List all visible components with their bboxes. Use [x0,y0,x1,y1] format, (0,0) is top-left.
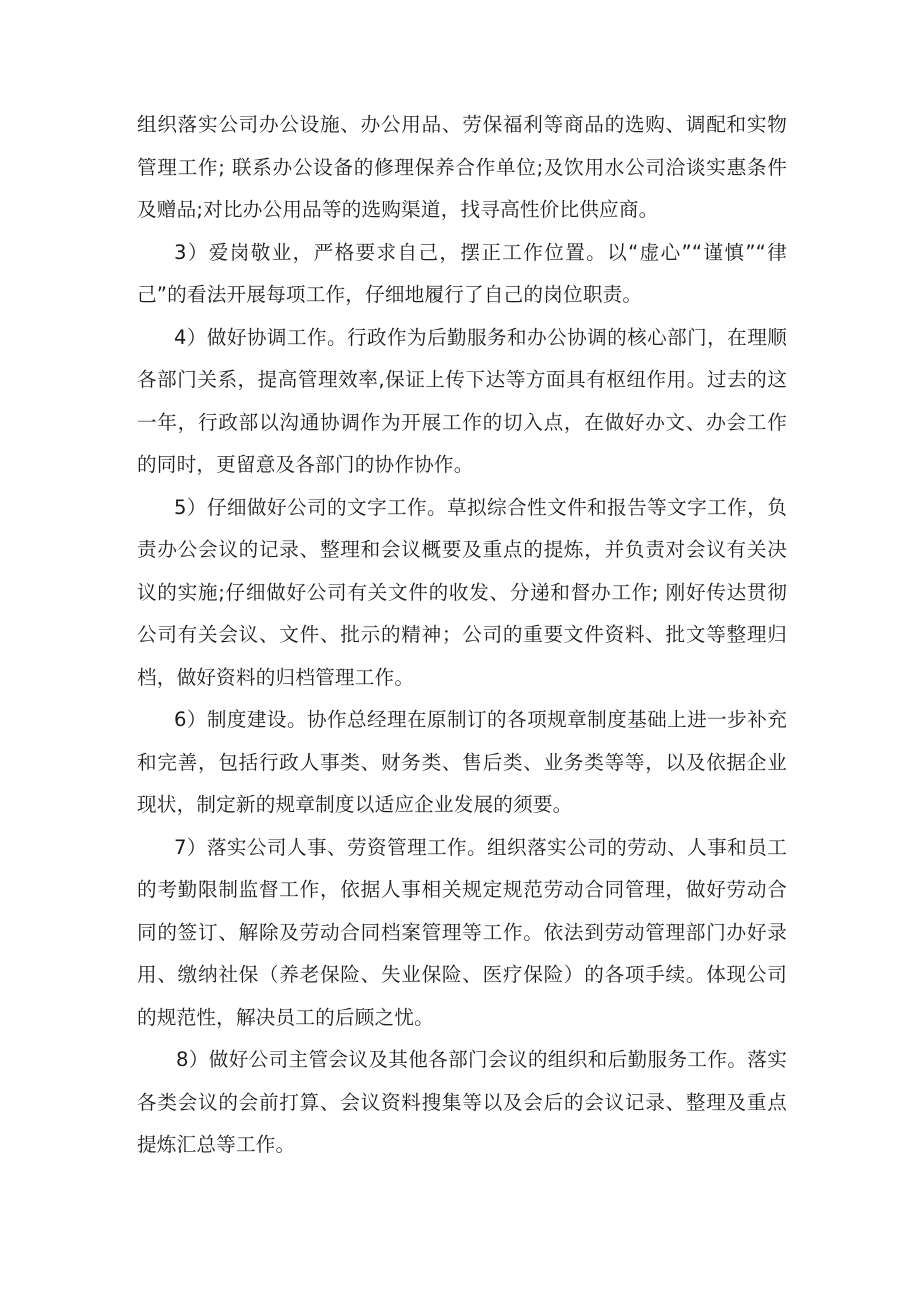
paragraph-item-6: 6）制度建设。协作总经理在原制订的各项规章制度基础上进一步补充和完善，包括行政人事类、财务类、售后类、业务类等等，以及依据企业现状，制定新的规章制度以适应企业发展的须要。 [137,708,787,816]
paragraph-continuation: 组织落实公司办公设施、办公用品、劳保福利等商品的选购、调配和实物管理工作; 联系办公设备的修理保养合作单位;及饮用水公司洽谈实惠条件及赠品;对比办公用品等的选购渠道，找寻高性价比供应商。 [137,113,787,221]
paragraph-item-4: 4）做好协调工作。行政作为后勤服务和办公协调的核心部门，在理顺各部门关系，提高管理效率,保证上传下达等方面具有枢纽作用。过去的这一年，行政部以沟通协调作为开展工作的切入点，在做好办文、办会工作的同时，更留意及各部门的协作协作。 [137,325,787,476]
document-body [137,104,787,1167]
paragraph-item-5: 5）仔细做好公司的文字工作。草拟综合性文件和报告等文字工作，负责办公会议的记录、整理和会议概要及重点的提炼，并负责对会议有关决议的实施;仔细做好公司有关文件的收发、分递和督办工作; 刚好传达贯彻公司有关会议、文件、批示的精神；公司的重要文件资料、批文等整理归档，做好资料的归档管理工作。 [137,495,787,689]
paragraph-item-3: 3）爱岗敬业，严格要求自己，摆正工作位置。以“虚心”“谨慎”“律己”的看法开展每项工作，仔细地履行了自己的岗位职责。 [137,240,787,306]
paragraph-item-8: 8）做好公司主管会议及其他各部门会议的组织和后勤服务工作。落实各类会议的会前打算、会议资料搜集等以及会后的会议记录、整理及重点提炼汇总等工作。 [137,1048,787,1156]
paragraph-item-7: 7）落实公司人事、劳资管理工作。组织落实公司的劳动、人事和员工的考勤限制监督工作，依据人事相关规定规范劳动合同管理，做好劳动合同的签订、解除及劳动合同档案管理等工作。依法到劳动管理部门办好录用、缴纳社保（养老保险、失业保险、医疗保险）的各项手续。体现公司的规范性，解决员工的后顾之忧。 [137,835,787,1029]
